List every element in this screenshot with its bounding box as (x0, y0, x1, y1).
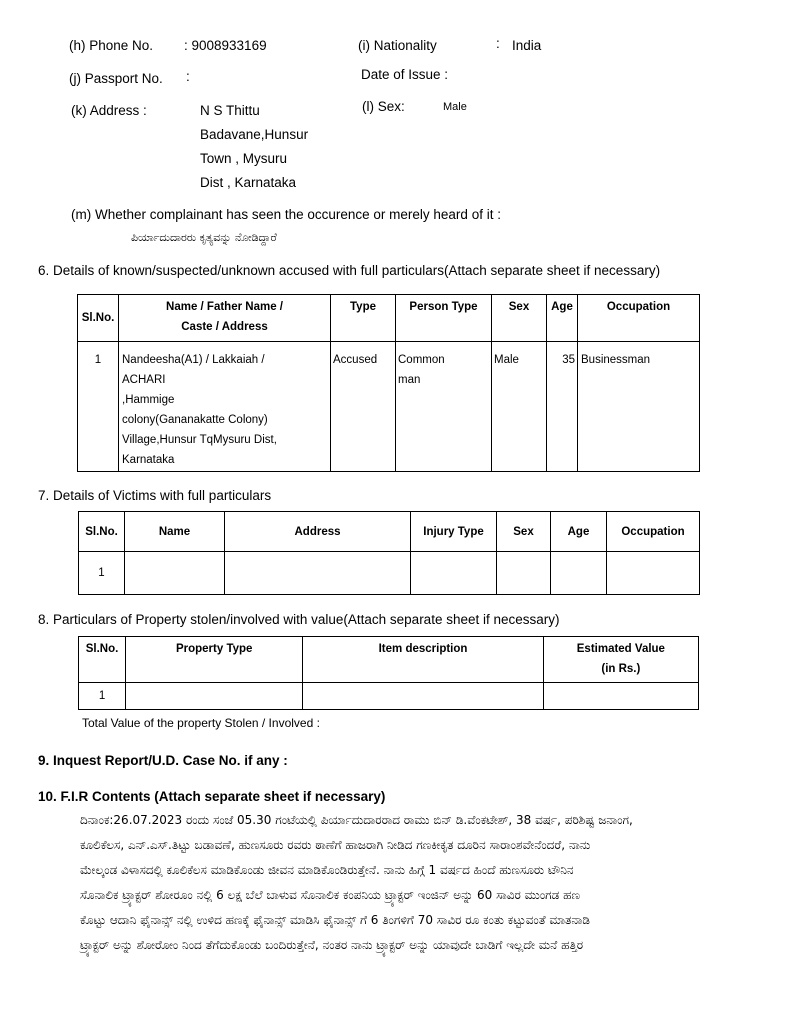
accused-table (77, 294, 700, 472)
victims-name-cell (125, 552, 225, 595)
accused-person-type-line: Common (398, 354, 445, 366)
property-value-cell (543, 683, 698, 710)
property-header-type: Property Type (126, 637, 303, 683)
fir-content-line: ಮೇಲ್ಕಂಡ ವಿಳಾಸದಲ್ಲಿ ಕೂಲಿಕೆಲಸ ಮಾಡಿಕೊಂಡು ಜೀವನ ಮಾಡಿಕೊಂಡಿರುತ್ತೇನೆ. ನಾನು ಹಿಗ್ಗೆ 1 ವರ್ಷದ ಹಿಂದೆ ಹುಣಸೂರು ಟೌನಿನ (80, 863, 574, 877)
phone-value: : 9008933169 (184, 38, 267, 53)
accused-header-name-line2: Caste / Address (181, 321, 268, 333)
seen-label: (m) Whether complainant has seen the occurence or merely heard of it : (71, 207, 501, 222)
accused-name-line: ACHARI (122, 374, 166, 386)
phone-label: (h) Phone No. (69, 38, 154, 53)
accused-slno: 1 (78, 342, 119, 472)
accused-name-line: Nandeesha(A1) / Lakkaiah / (122, 354, 265, 366)
table-row (78, 342, 700, 472)
property-header-value (543, 637, 698, 683)
victims-header-address: Address (225, 512, 411, 552)
victims-injury-cell (411, 552, 497, 595)
accused-name-line: colony(Gananakatte Colony) (122, 414, 268, 426)
property-header-description: Item description (303, 637, 543, 683)
section10-title: 10. F.I.R Contents (Attach separate sheet if necessary) (38, 789, 386, 804)
accused-header-name-line1: Name / Father Name / (166, 301, 283, 313)
accused-header-person-type: Person Type (396, 295, 492, 342)
accused-name-line: Karnataka (122, 454, 175, 466)
address-line-2: Badavane,Hunsur (200, 127, 309, 142)
date-of-issue-label: Date of Issue : (361, 67, 449, 82)
section7-title: 7. Details of Victims with full particulars (38, 488, 272, 503)
table-row (79, 552, 700, 595)
fir-content-line: ಕೊಟ್ಟು ಆದಾನಿ ಫೈನಾನ್ಸ್ ನಲ್ಲಿ ಉಳಿದ ಹಣಕ್ಕೆ ಫೈನಾನ್ಸ್ ಮಾಡಿಸಿ ಫೈನಾನ್ಸ್ ಗೆ 6 ತಿಂಗಳಿಗೆ 70 ಸಾವಿರ ರೂ ಕಂತು ಕಟ್ಟುವಂತೆ ಮಾತನಾಡಿ (80, 913, 590, 927)
accused-person-type-cell (396, 342, 492, 472)
victims-occupation-cell (607, 552, 700, 595)
property-header-value-line2: (in Rs.) (601, 663, 641, 675)
sex-label: (l) Sex: (362, 99, 405, 114)
accused-age: 35 (547, 342, 578, 472)
accused-header-slno: Sl.No. (78, 295, 119, 342)
victims-header-slno: Sl.No. (79, 512, 125, 552)
address-line-4: Dist , Karnataka (200, 175, 297, 190)
nationality-colon: : (496, 36, 500, 51)
accused-header-name (119, 295, 331, 342)
property-slno: 1 (79, 683, 126, 710)
property-description-cell (303, 683, 543, 710)
victims-slno: 1 (79, 552, 125, 595)
victims-header-sex: Sex (497, 512, 551, 552)
seen-value: ಪಿರ್ಯಾದುದಾರರು ಕೃತ್ಯವನ್ನು ನೋಡಿದ್ದಾರೆ (131, 231, 277, 244)
accused-type: Accused (331, 342, 396, 472)
accused-header-type: Type (331, 295, 396, 342)
address-line-1: N S Thittu (200, 103, 260, 118)
accused-person-type-line: man (398, 374, 421, 386)
accused-sex: Male (492, 342, 547, 472)
fir-content-line: ಕೂಲಿಕೆಲಸ, ಎನ್.ಎಸ್.ತಿಟ್ಟು ಬಡಾವಣೆ, ಹುಣಸೂರು ರವರು ಠಾಣೆಗೆ ಹಾಜರಾಗಿ ನೀಡಿದ ಗಣಕೀಕೃತ ದೂರಿನ ಸಾರಾಂಶವೇನೆಂದರೆ, ನಾನು (80, 838, 591, 852)
passport-colon: : (186, 69, 190, 84)
accused-header-occupation: Occupation (578, 295, 700, 342)
victims-sex-cell (497, 552, 551, 595)
fir-content-line: ಟ್ರ್ಯಾಕ್ಟರ್ ಅನ್ನು ಶೋರೋಂ ನಿಂದ ತೆಗೆದುಕೊಂಡು ಬಂದಿರುತ್ತೇನೆ, ನಂತರ ನಾನು ಟ್ರ್ಯಾಕ್ಟರ್ ಅನ್ನು ಯಾವುದೇ ಬಾಡಿಗೆ ಇಲ್ಲದೇ ಮನೆ ಹತ್ತಿರ (80, 938, 584, 952)
victims-header-occupation: Occupation (607, 512, 700, 552)
property-header-slno: Sl.No. (79, 637, 126, 683)
nationality-label: (i) Nationality (358, 38, 437, 53)
victims-age-cell (551, 552, 607, 595)
address-label: (k) Address : (71, 103, 147, 118)
fir-content-line: ಸೊನಾಲಿಕ ಟ್ರ್ಯಾಕ್ಟರ್ ಶೋರೂಂ ನಲ್ಲಿ 6 ಲಕ್ಷ ಬೆಲೆ ಬಾಳುವ ಸೊನಾಲಿಕ ಕಂಪನಿಯ ಟ್ರ್ಯಾಕ್ಟರ್ ಇಂಜಿನ್ ಅನ್ನು 60 ಸಾವಿರ ಮುಂಗಡ ಹಣ (80, 888, 580, 902)
sex-value: Male (443, 101, 467, 113)
victims-address-cell (225, 552, 411, 595)
accused-name-line: Village,Hunsur TqMysuru Dist, (122, 434, 277, 446)
address-line-3: Town , Mysuru (200, 151, 288, 166)
victims-header-age: Age (551, 512, 607, 552)
property-type-cell (126, 683, 303, 710)
property-total-label: Total Value of the property Stolen / Involved : (82, 716, 320, 730)
accused-header-sex: Sex (492, 295, 547, 342)
accused-name-line: ,Hammige (122, 394, 175, 406)
accused-occupation: Businessman (578, 342, 700, 472)
victims-header-name: Name (125, 512, 225, 552)
section9-title: 9. Inquest Report/U.D. Case No. if any : (38, 753, 288, 768)
fir-content-line: ದಿನಾಂಕ:26.07.2023 ರಂದು ಸಂಜೆ 05.30 ಗಂಟೆಯಲ್ಲಿ ಪಿರ್ಯಾದುದಾರರಾದ ರಾಮು ಬಿನ್ ಡಿ.ವೆಂಕಟೇಶ್, 38 ವರ್ಷ, ಪರಿಶಿಷ್ಟ ಜನಾಂಗ, (80, 813, 633, 827)
victims-table (78, 511, 700, 595)
passport-label: (j) Passport No. (69, 71, 163, 86)
victims-header-injury-type: Injury Type (411, 512, 497, 552)
table-row (79, 683, 699, 710)
nationality-value: India (512, 38, 542, 53)
property-table (78, 636, 699, 710)
section8-title: 8. Particulars of Property stolen/involved with value(Attach separate sheet if necessary) (38, 612, 560, 627)
accused-header-age: Age (547, 295, 578, 342)
property-header-value-line1: Estimated Value (576, 643, 665, 655)
section6-title: 6. Details of known/suspected/unknown accused with full particulars(Attach separate sheet if necessary) (38, 263, 661, 278)
accused-name-cell (119, 342, 331, 472)
